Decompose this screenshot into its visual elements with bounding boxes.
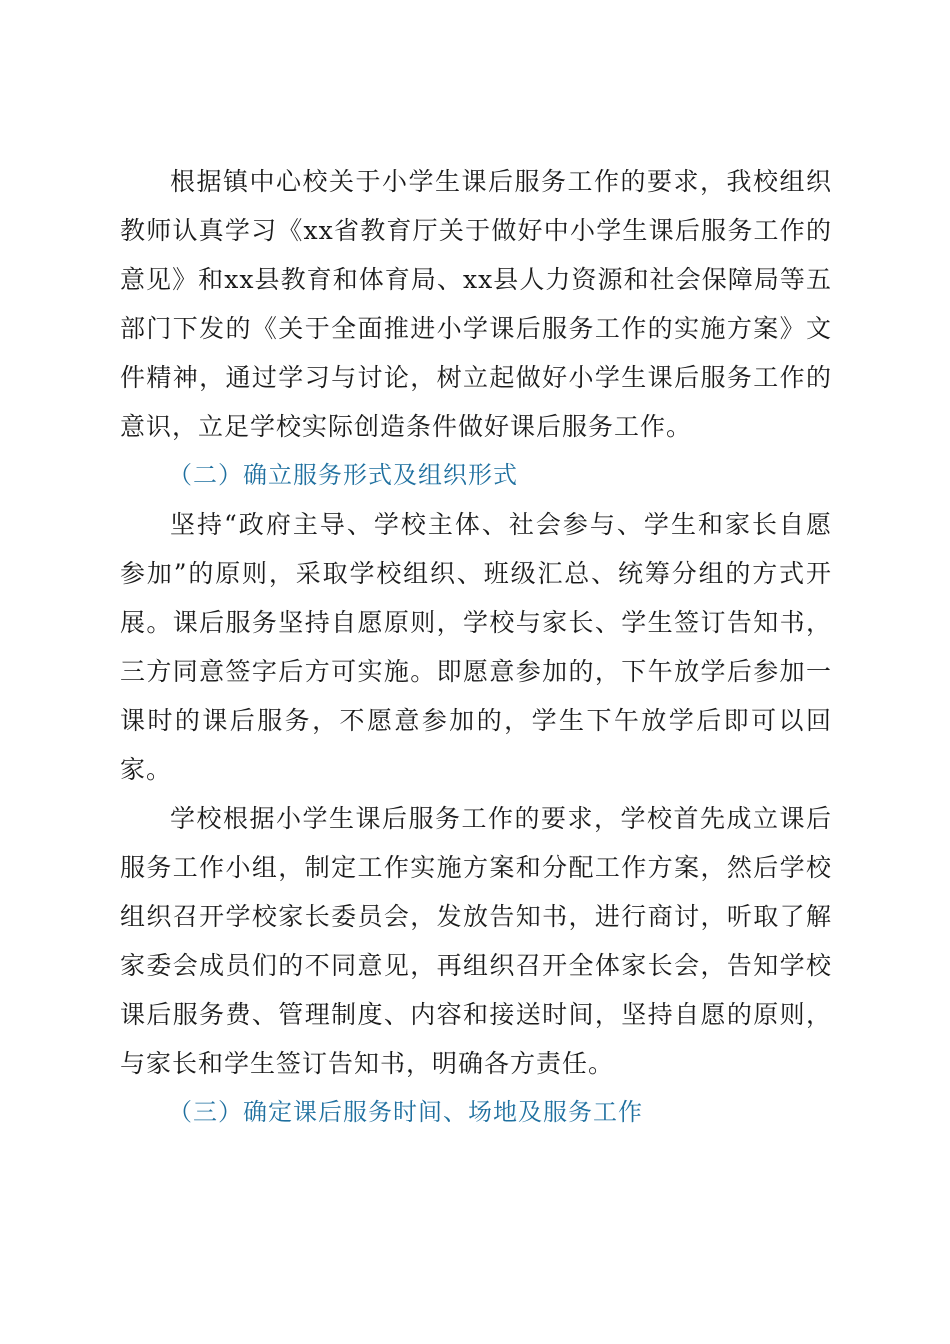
section-heading-service-form: （二）确立服务形式及组织形式 [168, 461, 518, 489]
document-body [120, 157, 832, 1137]
section-heading-service-time: （三）确定课后服务时间、场地及服务工作 [168, 1098, 643, 1126]
paragraph-principles: 坚持“政府主导、学校主体、社会参与、学生和家长自愿参加”的原则，采取学校组织、班级汇总、统筹分组的方式开展。课后服务坚持自愿原则，学校与家长、学生签订告知书，三方同意签字后方可实施。即愿意参加的，下午放学后参加一课时的课后服务，不愿意参加的，学生下午放学后即可以回家。 [120, 510, 832, 784]
paragraph-study-requirements: 根据镇中心校关于小学生课后服务工作的要求，我校组织教师认真学习《xx省教育厅关于做好中小学生课后服务工作的意见》和xx县教育和体育局、xx县人力资源和社会保障局等五部门下发的《关于全面推进小学课后服务工作的实施方案》文件精神，通过学习与讨论，树立起做好小学生课后服务工作的意识，立足学校实际创造条件做好课后服务工作。 [120, 167, 832, 441]
paragraph-work-group: 学校根据小学生课后服务工作的要求，学校首先成立课后服务工作小组，制定工作实施方案和分配工作方案，然后学校组织召开学校家长委员会，发放告知书，进行商讨，听取了解家委会成员们的不同意见，再组织召开全体家长会，告知学校课后服务费、管理制度、内容和接送时间，坚持自愿的原则，与家长和学生签订告知书，明确各方责任。 [120, 804, 832, 1078]
